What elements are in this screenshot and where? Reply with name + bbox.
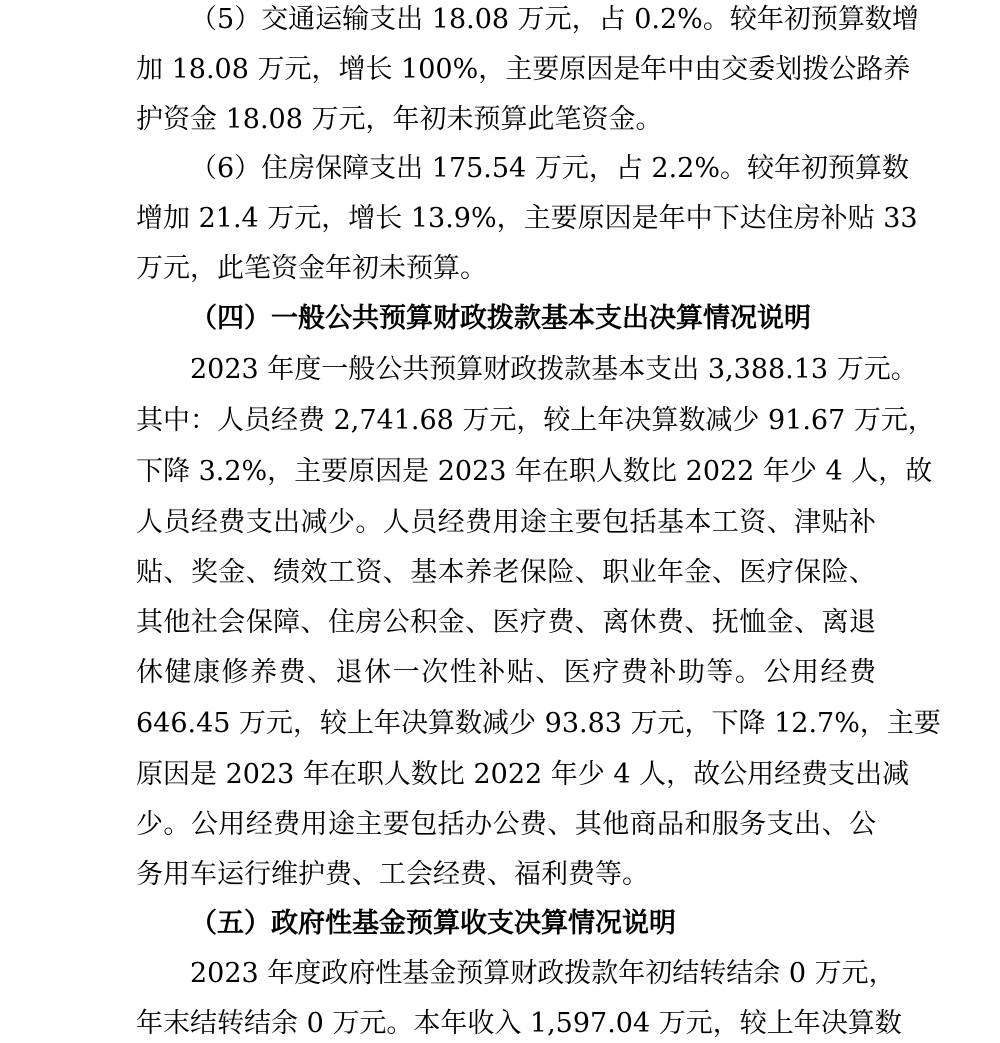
- paragraph-line: 少。公用经费用途主要包括办公费、其他商品和服务支出、公: [136, 809, 876, 840]
- paragraph-line: 务用车运行维护费、工会经费、福利费等。: [136, 859, 649, 890]
- paragraph-line: 贴、奖金、绩效工资、基本养老保险、职业年金、医疗保险、: [136, 557, 876, 588]
- section-heading: （五）政府性基金预算收支决算情况说明: [190, 908, 676, 939]
- paragraph-line: 万元，此笔资金年初未预算。: [136, 253, 487, 284]
- paragraph-line: 原因是 2023 年在职人数比 2022 年少 4 人，故公用经费支出减: [136, 759, 910, 790]
- paragraph-line: 护资金 18.08 万元，年初未预算此笔资金。: [136, 104, 663, 135]
- paragraph-line: 增加 21.4 万元，增长 13.9%，主要原因是年中下达住房补贴 33: [136, 203, 918, 234]
- paragraph-line: （6）住房保障支出 175.54 万元，占 2.2%。较年初预算数: [190, 153, 909, 184]
- section-heading: （四）一般公共预算财政拨款基本支出决算情况说明: [190, 303, 811, 334]
- paragraph-line: 年末结转结余 0 万元。本年收入 1,597.04 万元，较上年决算数: [136, 1008, 902, 1039]
- paragraph-line: （5）交通运输支出 18.08 万元，占 0.2%。较年初预算数增: [190, 4, 919, 35]
- paragraph-line: 646.45 万元，较上年决算数减少 93.83 万元，下降 12.7%，主要: [136, 708, 941, 739]
- paragraph-line: 2023 年度一般公共预算财政拨款基本支出 3,388.13 万元。: [190, 354, 918, 385]
- paragraph-line: 人员经费支出减少。人员经费用途主要包括基本工资、津贴补: [136, 507, 876, 538]
- paragraph-line: 其他社会保障、住房公积金、医疗费、离休费、抚恤金、离退: [136, 607, 876, 638]
- paragraph-line: 加 18.08 万元，增长 100%，主要原因是年中由交委划拨公路养: [136, 54, 911, 85]
- paragraph-line: 下降 3.2%，主要原因是 2023 年在职人数比 2022 年少 4 人，故: [136, 456, 933, 487]
- paragraph-line: 休健康修养费、退休一次性补贴、医疗费补助等。公用经费: [136, 657, 876, 688]
- paragraph-line: 其中：人员经费 2,741.68 万元，较上年决算数减少 91.67 万元，: [136, 405, 935, 436]
- paragraph-line: 2023 年度政府性基金预算财政拨款年初结转结余 0 万元，: [190, 958, 896, 989]
